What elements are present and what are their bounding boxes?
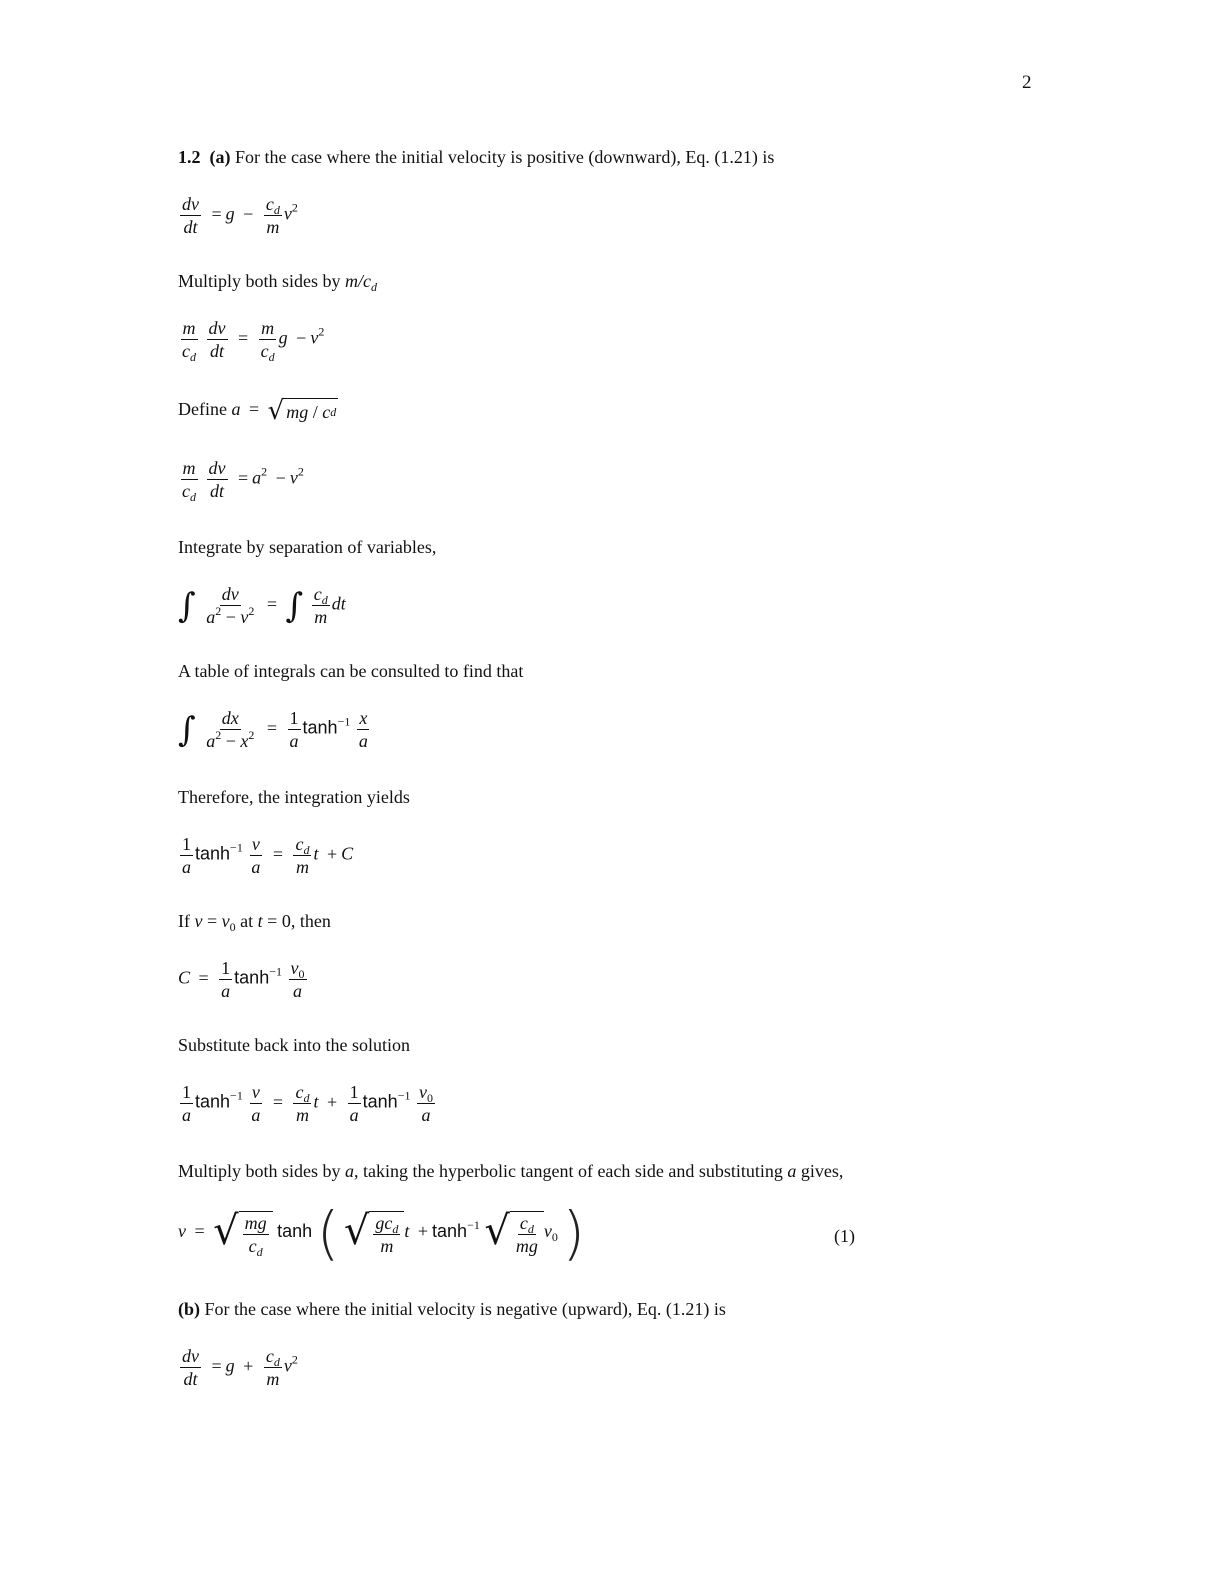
- if-label: If: [178, 911, 190, 931]
- multiply-sub: d: [371, 280, 378, 294]
- equation-multiplied: [178, 318, 325, 364]
- multiply-a-part-1: Multiply both sides by: [178, 1161, 346, 1181]
- equals-sign: =: [272, 843, 283, 864]
- var-dt: dt: [331, 593, 346, 614]
- substitute-text: Substitute back into the solution: [178, 1035, 410, 1055]
- equals-sign: =: [266, 717, 278, 738]
- integral-sign: ∫: [178, 585, 196, 626]
- sqrt-cd-mg: √ $\frac{c_d}{mg}$: [484, 1211, 544, 1256]
- var-a: a: [787, 1161, 797, 1181]
- var-a: a: [251, 857, 261, 877]
- var-v: v: [283, 203, 292, 224]
- exp-minus-one: −1: [230, 1088, 243, 1103]
- exp-minus-one: −1: [230, 840, 243, 855]
- sqrt-mg-cd: √ $\frac{mg}{c_d}$: [213, 1211, 273, 1256]
- var-c: c: [265, 194, 274, 214]
- var-v: v: [178, 1221, 186, 1242]
- exp-minus-one: −1: [337, 714, 351, 729]
- frac-num: m: [182, 458, 196, 478]
- var-a: a: [289, 731, 299, 751]
- var-m: m: [314, 607, 328, 627]
- var-m: m: [380, 1235, 394, 1256]
- sub-d: d: [321, 593, 328, 607]
- frac-num: dv: [208, 458, 226, 478]
- frac-num: x: [359, 708, 368, 728]
- var-g: g: [225, 1355, 235, 1376]
- minus-sign: −: [225, 731, 236, 751]
- exp-2: 2: [248, 604, 255, 618]
- sub-d: d: [273, 1355, 280, 1369]
- minus-sign: −: [275, 467, 286, 488]
- equals-sign: =: [266, 593, 278, 614]
- tanh-fn: tanh: [277, 1221, 313, 1242]
- plus-sign: +: [327, 843, 338, 864]
- equation-solution-1: [178, 1199, 585, 1267]
- equation-substituted: [178, 1082, 437, 1125]
- equation-defined: [178, 458, 304, 504]
- var-m: m: [266, 1369, 280, 1389]
- var-a: a: [421, 1105, 431, 1125]
- define-a: [178, 398, 338, 424]
- frac-num: dv: [208, 318, 226, 338]
- equals-sign: =: [248, 399, 260, 420]
- var-c: c: [265, 1346, 274, 1366]
- var-a: a: [252, 467, 262, 488]
- part-a-label: (a): [209, 147, 231, 167]
- frac-num: 1: [182, 834, 191, 854]
- var-a: a: [182, 857, 191, 877]
- table-text: A table of integrals can be consulted to find that: [178, 661, 524, 681]
- problem-label: 1.2: [178, 147, 201, 167]
- var-x: x: [240, 731, 249, 751]
- var-mg: mg: [515, 1235, 538, 1256]
- define-label: Define: [178, 399, 227, 420]
- var-m: m: [295, 857, 309, 877]
- var-v: v: [194, 911, 203, 931]
- var-c: c: [182, 341, 190, 361]
- frac-num: dv: [182, 194, 199, 214]
- multiply-label: Multiply both sides by: [178, 271, 341, 291]
- plus-sign: +: [327, 1091, 338, 1112]
- equals-sign: =: [198, 967, 209, 988]
- var-v: v: [310, 327, 319, 348]
- exp-2: 2: [318, 324, 325, 339]
- var-t: t: [404, 1221, 410, 1242]
- var-a: a: [358, 731, 368, 751]
- frac-den: dt: [209, 341, 224, 361]
- right-paren: ): [562, 1199, 585, 1267]
- multiply-text: [178, 270, 377, 292]
- var-t: t: [257, 911, 263, 931]
- tanh-fn: tanh: [195, 1091, 231, 1112]
- var-t: t: [313, 1091, 319, 1112]
- var-gc: gc: [375, 1212, 393, 1233]
- tanh-fn: tanh: [432, 1221, 468, 1242]
- var-v: v: [290, 958, 299, 978]
- exp-2: 2: [215, 604, 222, 618]
- frac-num: m: [261, 318, 275, 338]
- var-C: C: [341, 843, 354, 864]
- var-c: c: [295, 834, 304, 854]
- frac-den: dt: [183, 1369, 198, 1389]
- var-v: v: [289, 467, 298, 488]
- var-g: g: [225, 203, 235, 224]
- sub-d: d: [527, 1221, 534, 1236]
- var-v: v: [240, 607, 249, 627]
- frac-num: 1: [289, 708, 299, 728]
- var-v: v: [283, 1355, 292, 1376]
- equation-constant: [178, 958, 309, 1001]
- minus-sign: −: [243, 203, 254, 224]
- exp-minus-one: −1: [269, 964, 282, 979]
- equation-motion-upward: [178, 1346, 298, 1389]
- equals-sign: =: [211, 203, 222, 224]
- frac-den: dt: [183, 217, 198, 237]
- slash: /: [312, 401, 318, 422]
- var-a: a: [206, 731, 216, 751]
- sub-d: d: [303, 843, 310, 857]
- intro-b-text: For the case where the initial velocity is negative (upward), Eq. (1.21) is: [204, 1299, 726, 1319]
- tanh-fn: tanh: [195, 843, 231, 864]
- var-mg: mg: [286, 401, 309, 422]
- equals-sign: =: [211, 1355, 222, 1376]
- problem-intro-a: [178, 146, 774, 168]
- at-label: at: [235, 911, 258, 931]
- plus-sign: +: [243, 1355, 254, 1376]
- frac-num: v: [251, 834, 260, 854]
- multiply-a-part-2: , taking the hyperbolic tangent of each side and substituting: [354, 1161, 788, 1181]
- exp-minus-one: −1: [467, 1218, 480, 1233]
- var-a: a: [182, 1105, 191, 1125]
- var-c: c: [519, 1212, 528, 1233]
- sub-zero: 0: [298, 967, 305, 981]
- var-c: c: [248, 1235, 257, 1256]
- var-m: m: [295, 1105, 309, 1125]
- sub-d: d: [330, 405, 337, 419]
- minus-sign: −: [296, 327, 307, 348]
- equals-sign: =: [194, 1221, 205, 1242]
- frac-num: dx: [221, 708, 239, 728]
- equals-sign: =: [272, 1091, 283, 1112]
- equals-sign: =: [238, 327, 249, 348]
- left-paren: (: [316, 1199, 340, 1267]
- var-a: a: [345, 1161, 355, 1181]
- frac-num: 1: [182, 1082, 191, 1102]
- equation-motion-downward: [178, 194, 298, 237]
- multiply-var: m/c: [345, 271, 372, 291]
- exp-2: 2: [215, 728, 222, 742]
- equation-number: (1): [834, 1226, 855, 1246]
- frac-num: 1: [349, 1082, 359, 1102]
- sub-zero: 0: [426, 1091, 433, 1105]
- equation-table-integral: [178, 708, 372, 751]
- var-g: g: [278, 327, 288, 348]
- exp-minus-one: −1: [397, 1088, 411, 1103]
- sub-d: d: [190, 350, 196, 364]
- var-v: v: [543, 1221, 552, 1242]
- page-number: 2: [1022, 72, 1032, 93]
- integral-sign: ∫: [178, 709, 196, 750]
- var-v0: v: [221, 911, 230, 931]
- exp-2: 2: [248, 728, 255, 742]
- tanh-fn: tanh: [234, 967, 270, 988]
- initial-condition-text: [178, 910, 331, 932]
- equation-integrated: [178, 834, 353, 877]
- then-label: = 0, then: [262, 911, 331, 931]
- sqrt-gcd-m: √ $\frac{gc_d}{m}$: [344, 1211, 405, 1256]
- var-a: a: [251, 1105, 261, 1125]
- var-a: a: [206, 607, 216, 627]
- sub-d: d: [256, 1244, 263, 1259]
- var-a: a: [221, 981, 231, 1001]
- minus-sign: −: [225, 607, 236, 627]
- sub-d: d: [273, 203, 280, 217]
- var-c: c: [260, 341, 269, 361]
- var-c: c: [295, 1082, 304, 1102]
- frac-num: dv: [221, 584, 239, 604]
- sub-d: d: [268, 350, 275, 364]
- exp-2: 2: [291, 1352, 298, 1367]
- var-v: v: [418, 1082, 427, 1102]
- multiply-a-text: [178, 1160, 843, 1182]
- part-b-label: (b): [178, 1299, 200, 1319]
- frac-num: mg: [244, 1212, 267, 1233]
- exp-2: 2: [261, 464, 268, 479]
- frac-den: dt: [209, 481, 224, 501]
- problem-intro-b: [178, 1298, 726, 1320]
- var-c: c: [182, 481, 190, 501]
- exp-2: 2: [297, 464, 304, 479]
- sub-d: d: [190, 490, 196, 504]
- sub-d: d: [303, 1091, 310, 1105]
- frac-num: dv: [182, 1346, 199, 1366]
- var-c: c: [313, 584, 322, 604]
- intro-a-text: For the case where the initial velocity is positive (downward), Eq. (1.21) is: [235, 147, 775, 167]
- var-C: C: [178, 967, 191, 988]
- tanh-fn: tanh: [302, 717, 338, 738]
- sub-zero: 0: [551, 1230, 558, 1245]
- var-t: t: [313, 843, 319, 864]
- frac-num: 1: [221, 958, 231, 978]
- tanh-fn: tanh: [362, 1091, 398, 1112]
- frac-num: v: [251, 1082, 260, 1102]
- var-a: a: [349, 1105, 359, 1125]
- sub-zero: 0: [229, 920, 236, 934]
- sub-d: d: [392, 1221, 399, 1236]
- therefore-text: Therefore, the integration yields: [178, 787, 410, 807]
- var-a: a: [293, 981, 302, 1001]
- equation-separated: [178, 584, 346, 627]
- sqrt-expression: √ mg / c d: [267, 396, 337, 426]
- plus-sign: +: [417, 1221, 429, 1242]
- var-c: c: [322, 401, 331, 422]
- var-m: m: [266, 217, 280, 237]
- frac-num: m: [182, 318, 196, 338]
- var-a: a: [231, 399, 241, 420]
- integrate-text: Integrate by separation of variables,: [178, 537, 437, 557]
- equals-sign: =: [238, 467, 249, 488]
- exp-2: 2: [291, 200, 298, 215]
- multiply-a-part-3: gives,: [796, 1161, 844, 1181]
- integral-sign: ∫: [285, 585, 304, 626]
- equals-sign: =: [207, 911, 218, 931]
